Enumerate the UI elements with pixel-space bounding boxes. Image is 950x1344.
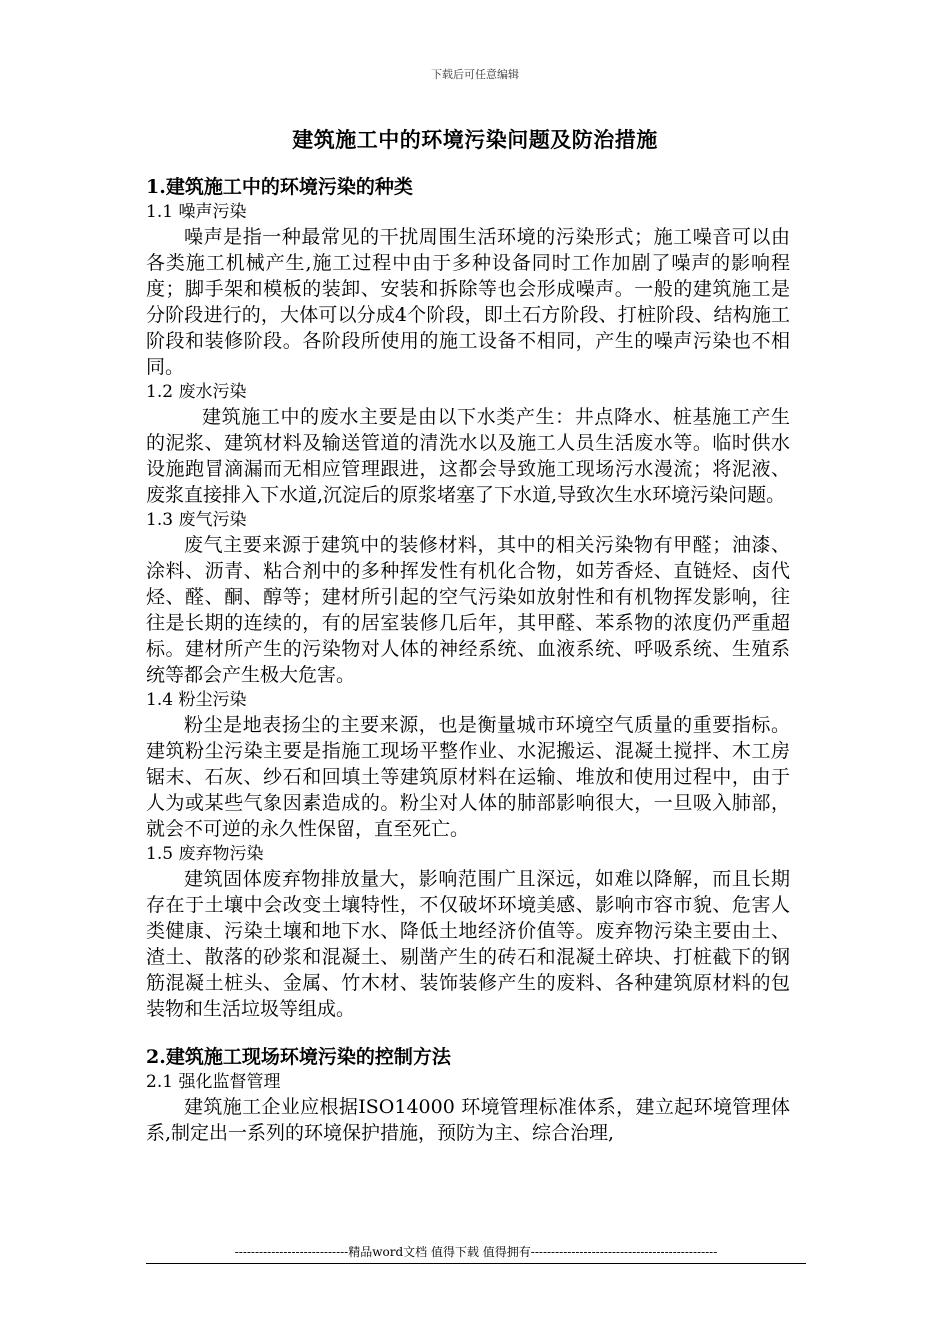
subsection-heading: 2.1 强化监督管理: [146, 1072, 281, 1092]
paragraph: 噪声是指一种最常见的干扰周围生活环境的污染形式；施工噪音可以由各类施工机械产生,施工过程中由于多种设备同时工作加剧了噪声的影响程度；脚手架和模板的装卸、安装和拆除等也会形成噪声。一般的建筑施工是分阶段进行的，大体可以分成4个阶段，即土石方阶段、打桩阶段、结构施工阶段和装修阶段。各阶段所使用的施工设备不相同，产生的噪声污染也不相同。: [146, 226, 790, 378]
subsection-heading: 1.2 废水污染: [146, 382, 247, 402]
paragraph: 废气主要来源于建筑中的装修材料，其中的相关污染物有甲醛；油漆、涂料、沥青、粘合剂中的多种挥发性有机化合物，如芳香烃、直链烃、卤代烃、醛、酮、醇等；建材所引起的空气污染如放射性和有机物挥发影响，往往是长期的连续的，有的居室装修几后年，其甲醛、苯系物的浓度仍严重超标。建材所产生的污染物对人体的神经系统、血液系统、呼吸系统、生殖系统等都会产生极大危害。: [146, 534, 790, 686]
paragraph: 粉尘是地表扬尘的主要来源，也是衡量城市环境空气质量的重要指标。建筑粉尘污染主要是指施工现场平整作业、水泥搬运、混凝土搅拌、木工房锯末、石灰、纱石和回填土等建筑原材料在运输、堆放和使用过程中，由于人为或某些气象因素造成的。粉尘对人体的肺部影响很大，一旦吸入肺部，就会不可逆的永久性保留，直至死亡。: [146, 714, 790, 840]
document-title: 建筑施工中的环境污染问题及防治措施: [292, 127, 658, 152]
page-footer: ----------------------------精品word文档 值得下载 值得拥有----------------------------------------------: [146, 1243, 806, 1264]
page-header: 下载后可任意编辑: [431, 68, 519, 81]
paragraph: 建筑施工中的废水主要是由以下水类产生：井点降水、桩基施工产生的泥浆、建筑材料及输送管道的清洗水以及施工人员生活废水等。临时供水设施跑冒滴漏而无相应管理跟进，这都会导致施工现场污水漫流；将泥液、废浆直接排入下水道,沉淀后的原浆堵塞了下水道,导致次生水环境污染问题。: [146, 406, 790, 506]
subsection-heading: 1.5 废弃物污染: [146, 844, 264, 864]
document-body: [146, 174, 790, 1146]
paragraph: 建筑固体废弃物排放量大，影响范围广且深远，如难以降解，而且长期存在于土壤中会改变土壤特性，不仅破坏环境美感、影响市容市貌、危害人类健康、污染土壤和地下水、降低土地经济价值等。废弃物污染主要由土、渣土、散落的砂浆和混凝土、剔凿产生的砖石和混凝土碎块、打桩截下的钢筋混凝土桩头、金属、竹木材、装饰装修产生的废料、各种建筑原材料的包装物和生活垃圾等组成。: [146, 868, 790, 1020]
subsection-heading: 1.3 废气污染: [146, 510, 247, 530]
section-heading: 2.建筑施工现场环境污染的控制方法: [146, 1046, 451, 1068]
subsection-heading: 1.1 噪声污染: [146, 202, 247, 222]
subsection-heading: 1.4 粉尘污染: [146, 690, 247, 710]
paragraph: 建筑施工企业应根据ISO14000 环境管理标准体系，建立起环境管理体系,制定出一系列的环境保护措施，预防为主、综合治理,: [146, 1096, 790, 1144]
section-heading: 1.建筑施工中的环境污染的种类: [146, 176, 413, 198]
